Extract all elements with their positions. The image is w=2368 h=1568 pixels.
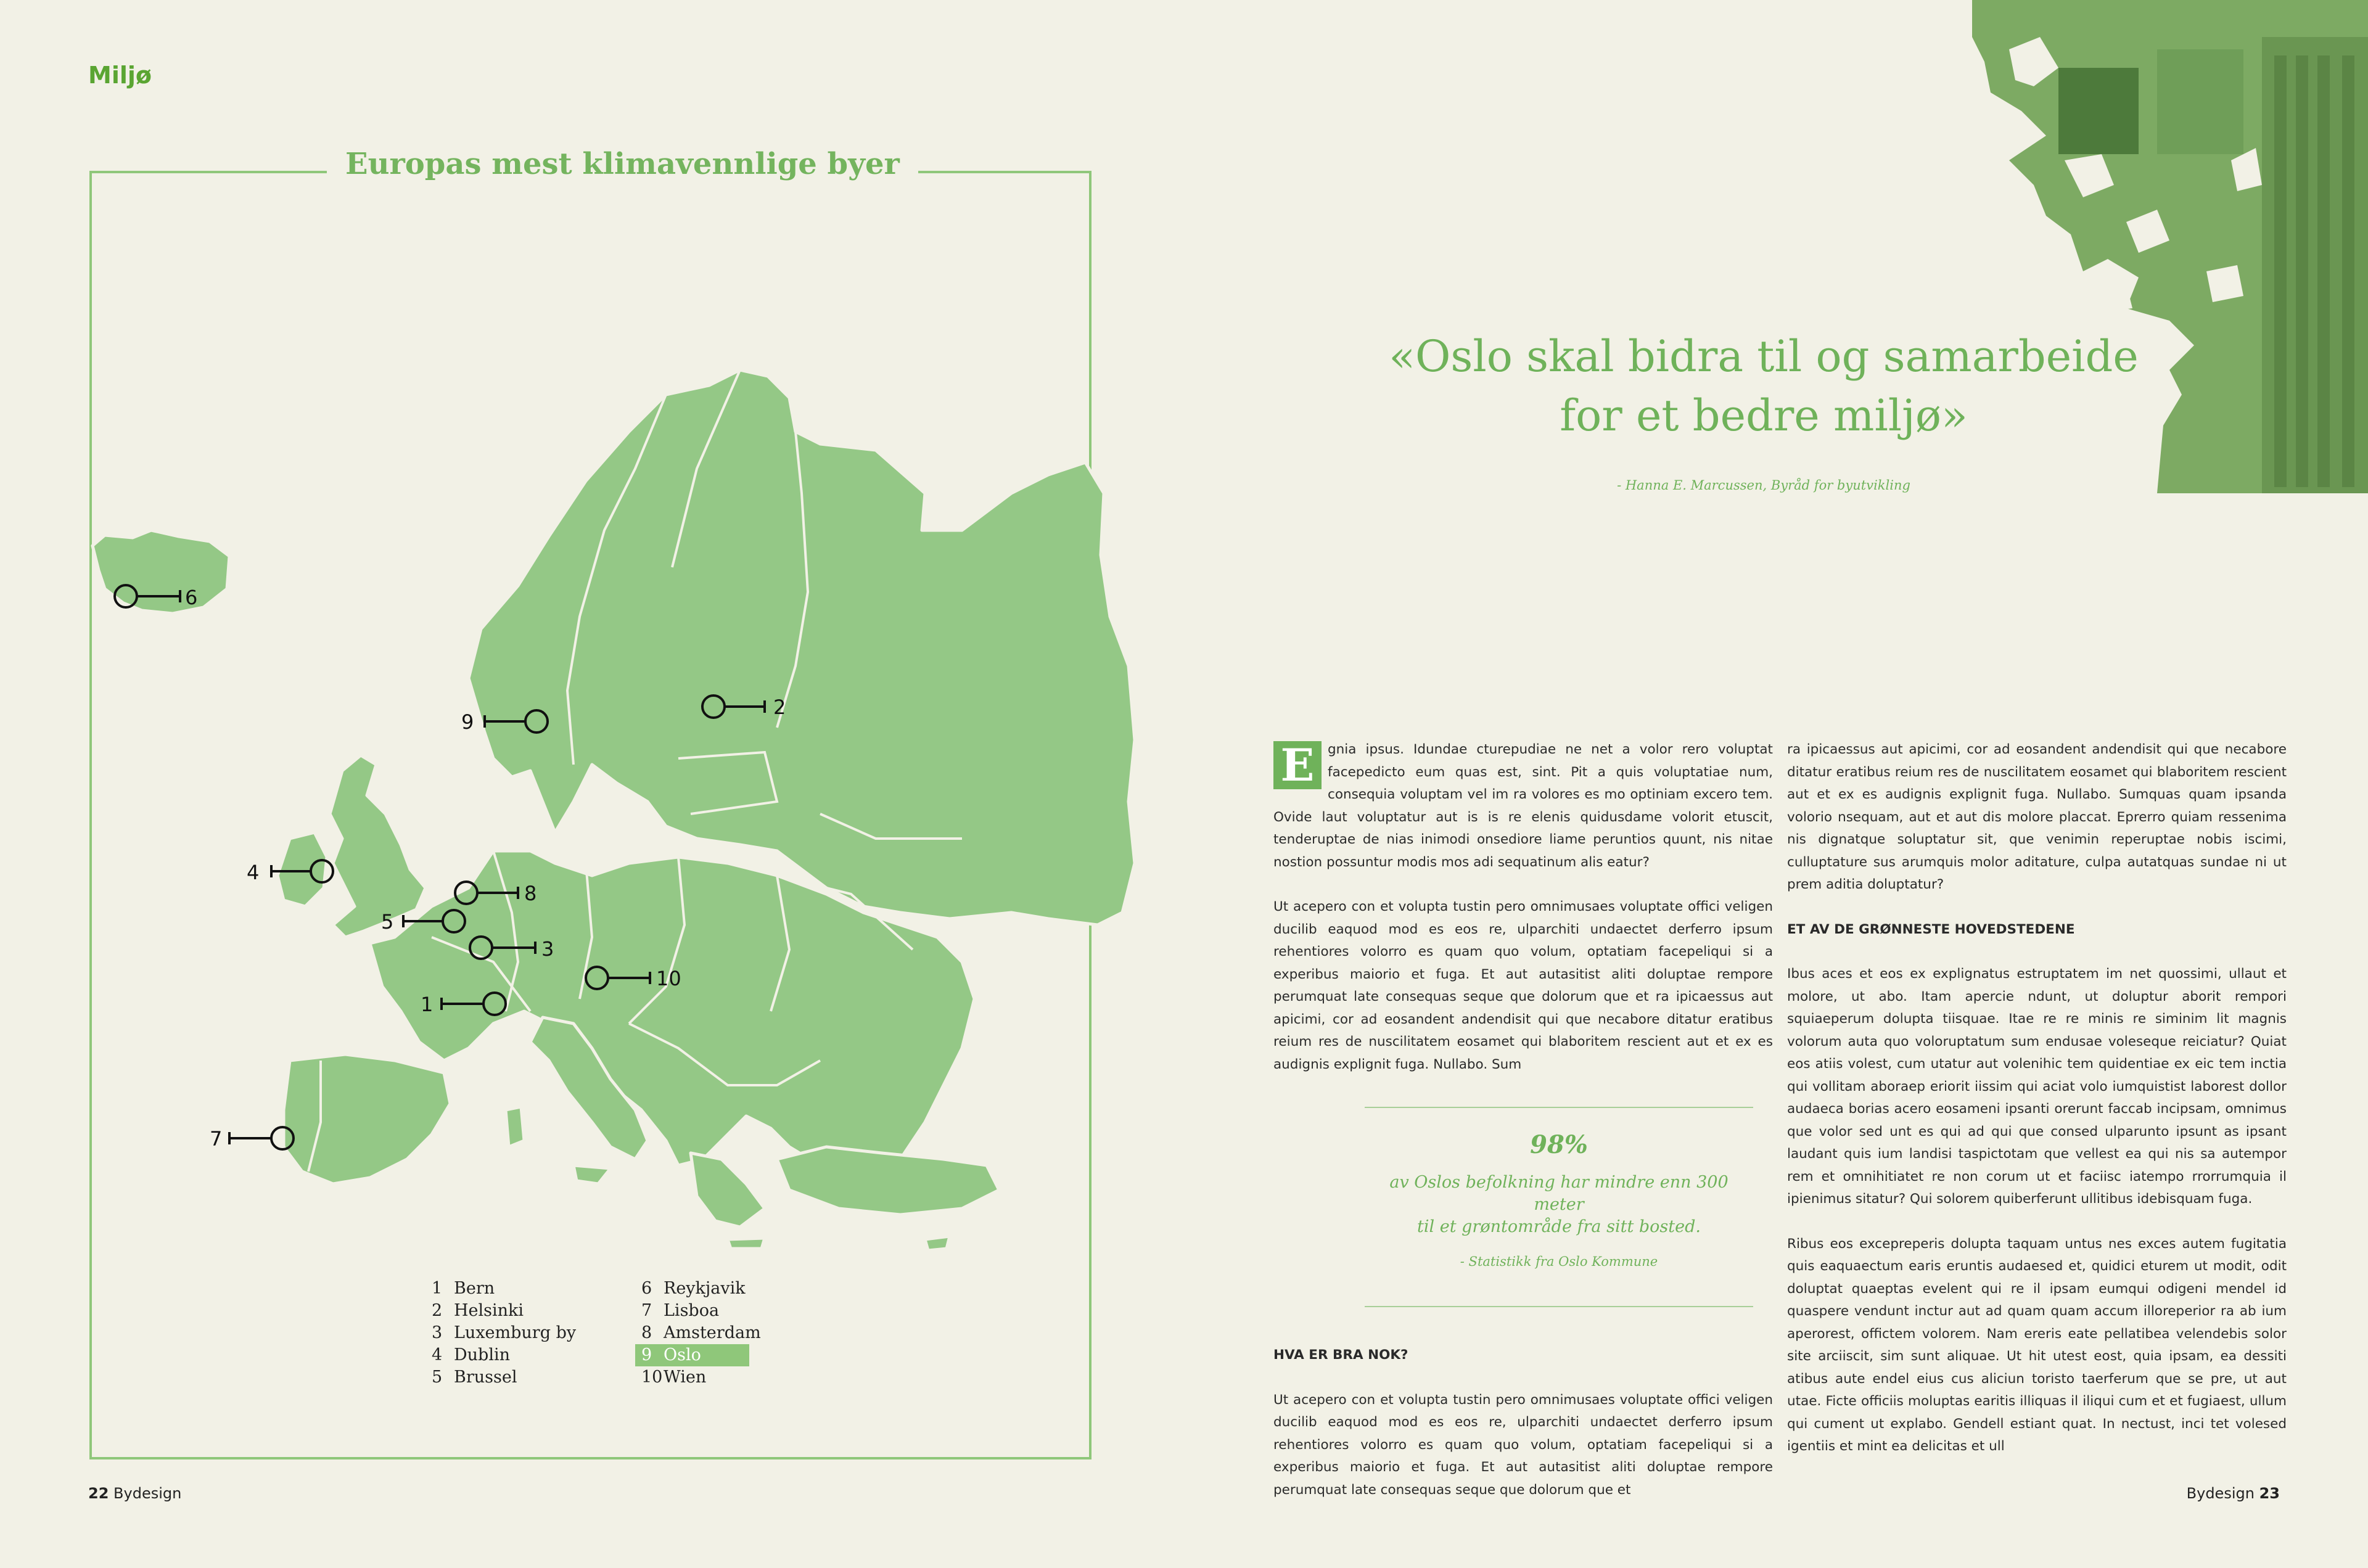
legend-column-2	[635, 1278, 761, 1389]
marker-label-1: 1	[421, 993, 434, 1016]
legend-item: 1 Bern	[432, 1279, 495, 1298]
great-britain-shape	[330, 755, 426, 937]
folio-right: Bydesign 23	[2186, 1485, 2280, 1502]
cyprus-shape	[925, 1236, 950, 1250]
right-page	[1184, 0, 2368, 1568]
pull-quote-line-2: for et bedre miljø»	[1560, 390, 1968, 441]
body-column-1-bottom	[1273, 1344, 1773, 1524]
marker-label-10: 10	[656, 967, 681, 990]
body-column-2	[1787, 739, 2287, 1480]
ireland-shape	[278, 832, 327, 906]
paragraph: Ut acepero con et volupta tustin pero omnimusaes voluptate offici veligen ducilib eaquod mod es eos re, ulparchiti undaectet derferro ipsum rehentiores volorro es quam quo volum, optatiam facepeliqui si a experibus maiorio et fuga. Et aut autasitist aliti doluptae rempore perumquat late consequas seque que dolorum que et	[1273, 1392, 1773, 1498]
drop-cap: E	[1273, 741, 1322, 789]
iberia-shape	[284, 1054, 450, 1184]
body-column-1-top	[1273, 739, 1773, 1102]
paragraph: Ribus eos excepreperis dolupta taquam untus nes exces autem fugitatia quis eaquaectum earis eruntis audaesed et, quidici eturem ut modit, odit doluptat quaeptas evelent qui re il ipsam eumqui odigeni mendel id quaspere vendunt inctur aut ad quam quam accum illoreperior ra ab ium aperorest, offictem volorem. Nam ereris eate pellatibea velendebis solor site arciiscit, sim sunt aliquae. Ut hit utest eost, quia ipsam, ea dessiti atibus aute endel eius cus aliciun toristo taerferum que se pre, ut aut utae. Ficte officiis moluptas earitis illiquas il iliqui cum et et fugiaest, ullum qui cument ut explabo. Gendell estiant quat. In nectust, inci tet volesed igentiis et mint ea delicitas et ull	[1787, 1236, 2287, 1454]
legend-item: 2 Helsinki	[432, 1301, 524, 1320]
marker-label-7: 7	[210, 1127, 223, 1151]
stat-rule-bottom	[1365, 1306, 1753, 1307]
legend-item: 3 Luxemburg by	[432, 1323, 577, 1342]
turkey-shape	[777, 1147, 999, 1215]
marker-label-5: 5	[381, 910, 394, 934]
stat-value: 98%	[1530, 1130, 1588, 1159]
legend-column-1	[426, 1278, 576, 1389]
folio-left: 22 Bydesign	[88, 1485, 182, 1502]
sardinia-shape	[506, 1107, 524, 1147]
marker-label-3: 3	[541, 937, 554, 961]
stat-description: av Oslos befolkning har mindre enn 300 meter til et grøntområde fra sitt bosted.	[1389, 1173, 1729, 1236]
scandinavia-shape	[469, 370, 1135, 925]
stat-callout	[1365, 1107, 1753, 1307]
marker-label-4: 4	[247, 861, 260, 884]
legend-item: 5 Brussel	[432, 1368, 517, 1387]
legend-item: 8 Amsterdam	[641, 1323, 761, 1342]
paragraph: Ut acepero con et volupta tustin pero omnimusaes voluptate offici veligen ducilib eaquod mod es eos re, ulparchiti undaectet derferro ipsum rehentiores volorro es quam quo volum, optatiam facepeliqui si a experibus maiorio et fuga. Et aut autasitist aliti doluptae rempore perumquat late consequas seque que dolorum que et ra ipicaessus aut apicimi, cor ad eosandent andendisit qui que necabore ditatur eratibus reium res de nuscilitatem eosamet qui blaboritem rescient aut et ex es audignis explignit fuga. Nullabo. Sum	[1273, 899, 1773, 1072]
paragraph: ra ipicaessus aut apicimi, cor ad eosandent andendisit qui que necabore ditatur eratibus reium res de nuscilitatem eosamet qui blaboritem rescient aut et ex es audignis explignit fuga. Nullabo. Sumquas quam ipsanda volorio nsequam, aut et aut dis molore placcat. Eprerro quiam ressenima nis dignatque soluptatur sit, que venimin reperuptae nobis iscimi, culluptature sus arumquis molor aditature, culpa autatquas sundae ni ut prem aditia doluptatur?	[1787, 742, 2287, 892]
section-label: Miljø	[88, 62, 152, 89]
pull-quote	[1363, 327, 2164, 445]
legend-item: 4 Dublin	[432, 1345, 510, 1365]
subheading: HVA ER BRA NOK?	[1273, 1347, 1408, 1363]
legend-item: 7 Lisboa	[641, 1301, 720, 1320]
stat-source: - Statistikk fra Oslo Kommune	[1460, 1254, 1658, 1269]
sicily-shape	[574, 1165, 610, 1184]
legend-item-highlighted: 9 Oslo	[635, 1344, 749, 1366]
iceland-shape	[92, 530, 229, 614]
marker-label-8: 8	[524, 882, 537, 905]
marker-label-9: 9	[461, 710, 474, 734]
map-title: Europas mest klimavennlige byer	[327, 147, 918, 181]
balkans-shape	[691, 1153, 765, 1227]
paragraph: E gnia ipsus. Idundae cturepudiae ne net a volor rero voluptat facepedicto eum quas est, sint. Pit a quis voluptatiae num, consequia voluptam vel im ra volores es mo optiniam excero tem. Ovide laut voluptatur aut is is re elenis quidusdame volorit etuscit, tenderuptae de nias inimodi onsediore liame peruntios quunt, nis nitae nostion possuntur modis mos adi sequatinum alis eatur?	[1273, 739, 1773, 870]
paragraph: Ibus aces et eos ex explignatus estruptatem im net quossimi, ullaut et molore, ut abo. Itam apercie ndunt, ut doluptur aborit rempori squiaeperum dolupta tiisquae. Itae re re minis re siminim lit magnis volorum auta quo voloruptatum sum endusae voleseque reiciatur? Quiat eos atiis volest, cum utatur aut volenihic tem quidentiae ex eic tem inctia qui vollitam aboraep eriorit iissim qui aciat volo iumquistist laborest dollor audaeca borias acero eosameni ipsanti orerunt faccab incipsam, omnimus que volor sed unt es qui ad qui que consed ulparunto ipsunt as ipsant laudant quis ium landisi taspictotam que vellest ea qui nis sa autempor rem et omnihitiatet re non corum ut et faciisc iatempo rrorrumquia il ipienimus sitatur? Qui solorem quiberferunt ullitibus idebisquam fuga.	[1787, 966, 2287, 1207]
pull-quote-line-1: «Oslo skal bidra til og samarbeide	[1389, 331, 2139, 382]
quote-attribution: - Hanna E. Marcussen, Byråd for byutvikling	[1617, 478, 1910, 493]
stat-rule-top	[1365, 1107, 1753, 1108]
subheading: ET AV DE GRØNNESTE HOVEDSTEDENE	[1787, 921, 2075, 937]
marker-label-2: 2	[773, 696, 786, 719]
legend-item: 6 Reykjavik	[641, 1279, 746, 1298]
marker-label-6: 6	[185, 586, 198, 609]
crete-shape	[728, 1238, 765, 1249]
legend-item: 10Wien	[641, 1368, 707, 1387]
